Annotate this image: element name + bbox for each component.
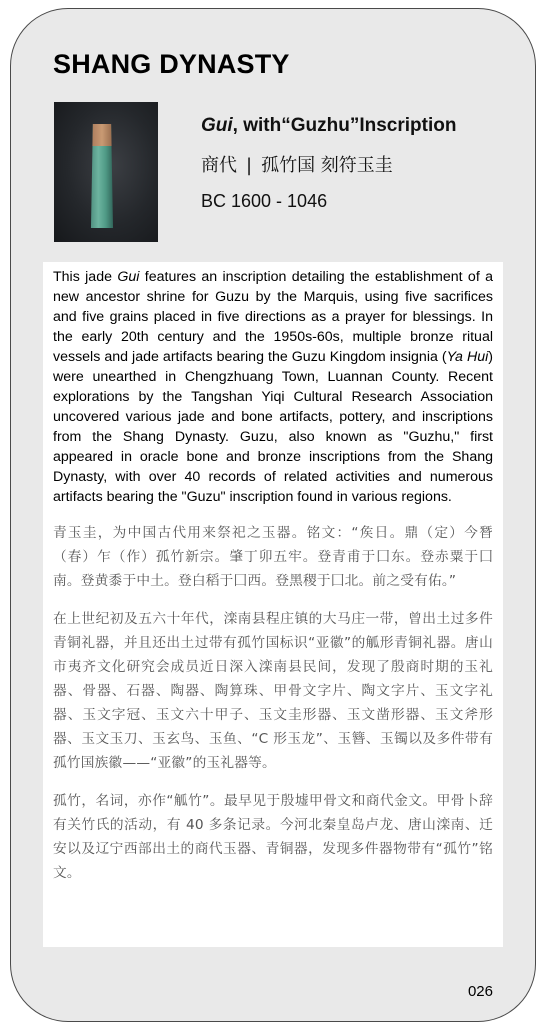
en-yahui-term: Ya Hui [446, 349, 489, 365]
chinese-paragraph-2: 在上世纪初及五六十年代，滦南县程庄镇的大马庄一带，曾出土过多件青铜礼器，并且还出土过带有孤竹国标识“亚徽”的觚形青铜礼器。唐山市夷齐文化研究会成员近日深入滦南县民间，发现了殷商时期的玉礼器、骨器、石器、陶器、陶算珠、甲骨文字片、陶文字片、玉文字礼器、玉文字冠、玉文六十甲子、玉文圭形器、玉文凿形器、玉文斧形器、玉文玉刀、玉玄鸟、玉鱼、“C 形玉龙”、玉簪、玉镯以及多件带有孤竹国族徽——“亚徽”的玉礼器等。 [53, 611, 493, 771]
en-part-2: features an inscription detailing the establishment of a new ancestor shrine for Guzu by the Marquis, using five sacrifices and five grains placed in five directions as a prayer for blessings. In the early 20th century and the 1950s-60s, multiple bronze ritual vessels and jade artifacts bearing the Guzu Kingdom insignia ( [53, 269, 494, 365]
object-title [201, 115, 456, 137]
en-gui-term: Gui [117, 269, 140, 285]
chinese-paragraph-1: 青玉圭，为中国古代用来祭祀之玉器。铭文：“矦日。鼎（定）今朁（春）乍（作）孤竹新宗。肇丁卯五牢。登青甫于囗东。登赤粟于囗南。登黄黍于中土。登白稻于囗西。登黑稷于囗北。前之受有佑。” [53, 525, 493, 589]
title-separator: | [246, 155, 253, 176]
page-title: SHANG DYNASTY [53, 49, 290, 79]
description-panel [43, 262, 503, 947]
exhibit-card [10, 8, 536, 1022]
en-part-3: ) were unearthed in Chengzhuang Town, Luannan County. Recent explorations by the Tangshan Yiqi Cultural Research Association uncovered various jade and bone artifacts, pottery, and inscriptions from the Shang Dynasty. Guzu, also known as "Guzhu," first appeared in oracle bone and bronze inscriptions from the Shang Dynasty, with over 40 records of related activities and numerous artifacts bearing the "Guzu" inscription found in various regions. [53, 349, 494, 505]
object-period-cn: 商代 [201, 155, 237, 176]
page-number: 026 [467, 983, 493, 1000]
chinese-paragraph-3: 孤竹，名词，亦作“觚竹”。最早见于殷墟甲骨文和商代金文。甲骨卜辞有关竹氏的活动，有 40 多条记录。今河北秦皇岛卢龙、唐山滦南、迁安以及辽宁西部出土的商代玉器、青铜器，发现多件器物带有“孤竹”铭文。 [53, 793, 493, 881]
english-description [53, 267, 493, 507]
object-chinese-title [201, 151, 456, 177]
object-title-italic: Gui [201, 115, 233, 136]
object-name-cn: 孤竹国 刻符玉圭 [261, 155, 393, 176]
object-title-rest: , with“Guzhu”Inscription [232, 115, 457, 136]
en-part-1: This jade [53, 269, 118, 285]
jade-gui-tip [90, 124, 114, 146]
object-date: BC 1600 - 1046 [201, 191, 328, 211]
object-meta [201, 115, 456, 212]
artifact-photo [54, 102, 158, 242]
